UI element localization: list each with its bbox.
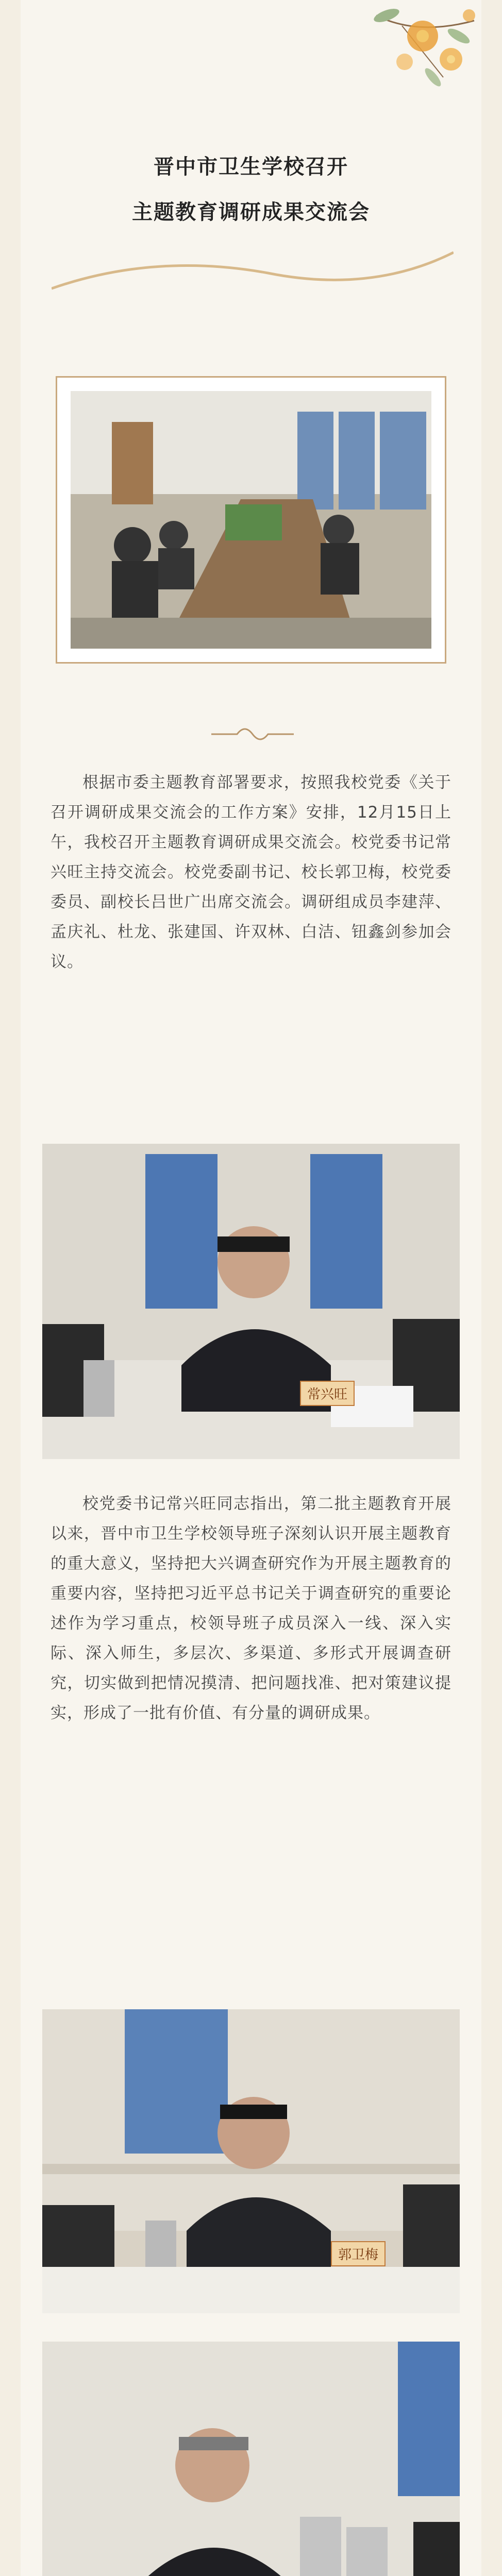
speaker-photo-3: [42, 2342, 460, 2576]
photo-frame-1: [56, 376, 446, 664]
nametag-speaker-2: 郭卫梅: [331, 2241, 386, 2266]
decorative-wave: [52, 242, 454, 304]
article-header: [21, 0, 481, 319]
paragraph-2: 校党委书记常兴旺同志指出，第二批主题教育开展以来，晋中市卫生学校领导班子深刻认识开展主题教育的重大意义，坚持把大兴调查研究作为开展主题教育的重要内容，坚持把习近平总书记关于调查研究的重要论述作为学习重点，校领导班子成员深入一线、深入实际、深入师生，多层次、多渠道、多形式开展调查研究，切实做到把情况摸清、把问题找准、把对策建议提实，形成了一批有价值、有分量的调研成果。: [51, 1495, 451, 1722]
scroll-divider-icon: [206, 719, 299, 744]
paragraph-1: 根据市委主题教育部署要求，按照我校党委《关于召开调研成果交流会的工作方案》安排，12月15日上午，我校召开主题教育调研成果交流会。校党委书记常兴旺主持交流会。校党委副书记、校长郭卫梅，校党委委员、副校长吕世广出席交流会。调研组成员李建萍、孟庆礼、杜龙、张建国、许双林、白洁、钮鑫剑参加会议。: [51, 773, 451, 971]
nametag-speaker-1: 常兴旺: [300, 1381, 355, 1406]
title-line-1: 晋中市卫生学校召开: [154, 155, 348, 179]
meeting-room-photo-1: [71, 391, 431, 649]
title-line-2: 主题教育调研成果交流会: [132, 200, 370, 224]
flower-branch-icon: [356, 0, 481, 113]
speaker-photo-2: [42, 2009, 460, 2313]
article-page: [21, 0, 481, 2576]
speaker-photo-1: [42, 1144, 460, 1459]
